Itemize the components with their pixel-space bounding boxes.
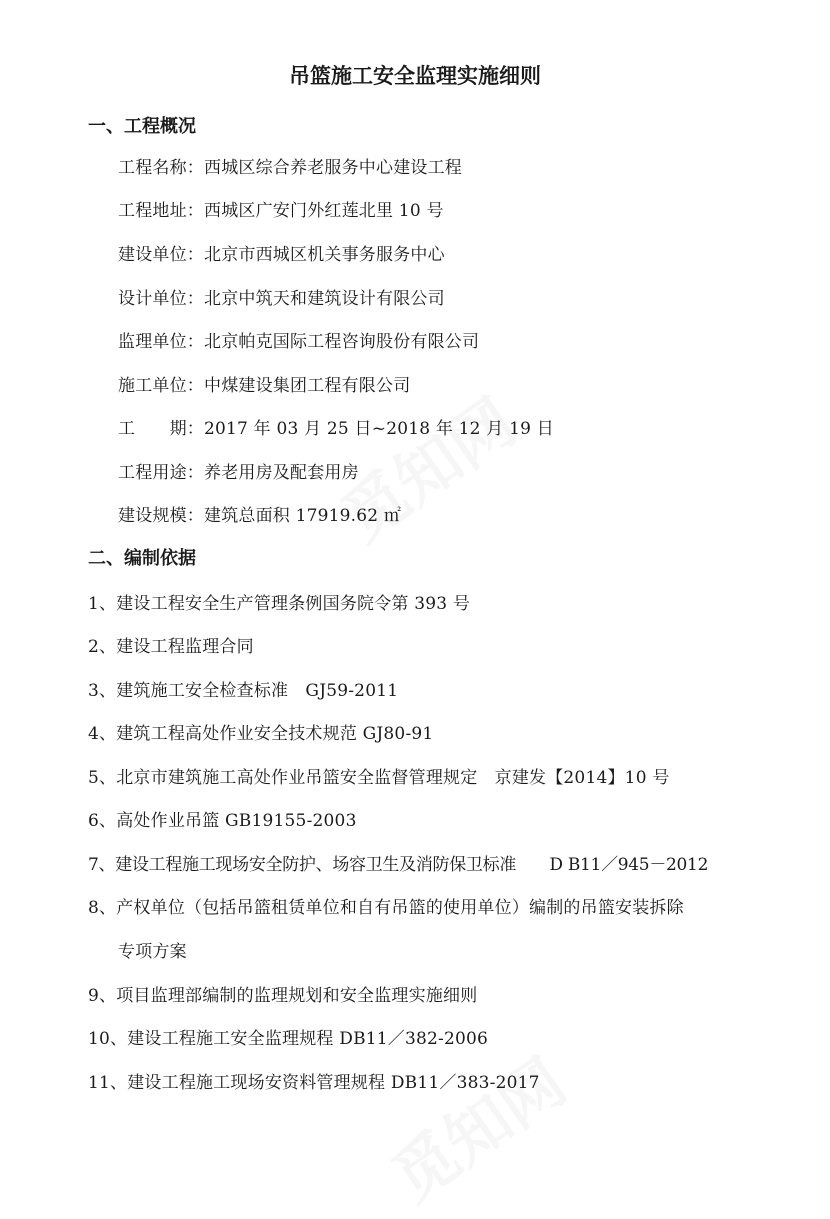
overview-line: 施工单位：中煤建设集团工程有限公司: [118, 376, 411, 396]
basis-item: 8、产权单位（包括吊篮租赁单位和自有吊篮的使用单位）编制的吊篮安装拆除: [88, 898, 684, 918]
overview-line: 监理单位：北京帕克国际工程咨询股份有限公司: [118, 332, 480, 352]
basis-item: 10、建设工程施工安全监理规程 DB11／382-2006: [88, 1029, 489, 1049]
basis-item: 4、建筑工程高处作业安全技术规范 GJ80-91: [88, 724, 434, 744]
section-heading-basis: 二、编制依据: [88, 548, 196, 569]
overview-line: 设计单位：北京中筑天和建筑设计有限公司: [118, 289, 445, 309]
watermark: [371, 1033, 581, 1218]
basis-item-continuation: 专项方案: [118, 942, 187, 962]
section-heading-overview: 一、工程概况: [88, 116, 196, 137]
basis-item: 11、建设工程施工现场安资料管理规程 DB11／383-2017: [88, 1073, 540, 1093]
overview-line: 工程地址：西城区广安门外红莲北里 10 号: [118, 201, 444, 221]
basis-item: 6、高处作业吊篮 GB19155-2003: [88, 811, 357, 831]
overview-line: 建设单位：北京市西城区机关事务服务中心: [118, 245, 445, 265]
basis-item: 9、项目监理部编制的监理规划和安全监理实施细则: [88, 986, 478, 1006]
basis-item: 7、建设工程施工现场安全防护、场容卫生及消防保卫标准 D B11／945－2012: [88, 855, 709, 875]
overview-line: 工程用途：养老用房及配套用房: [118, 463, 359, 483]
overview-line: 工程名称：西城区综合养老服务中心建设工程: [118, 158, 462, 178]
basis-item: 1、建设工程安全生产管理条例国务院令第 393 号: [88, 594, 471, 614]
overview-line: 工 期：2017 年 03 月 25 日~2018 年 12 月 19 日: [118, 419, 554, 439]
basis-item: 2、建设工程监理合同: [88, 637, 254, 657]
basis-item: 5、北京市建筑施工高处作业吊篮安全监督管理规定 京建发【2014】10 号: [88, 768, 670, 788]
basis-item: 3、建筑施工安全检查标准 GJ59-2011: [88, 681, 399, 701]
overview-line: 建设规模：建筑总面积 17919.62 ㎡: [118, 506, 402, 526]
page-title: 吊篮施工安全监理实施细则: [289, 64, 541, 88]
